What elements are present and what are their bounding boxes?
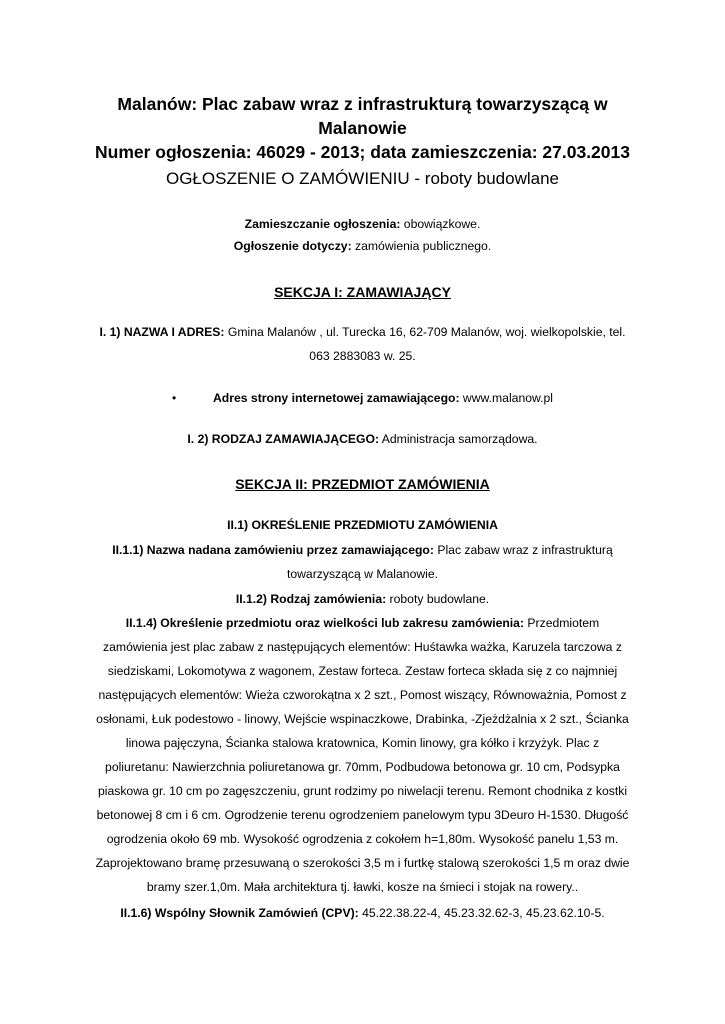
announcement-title — [95, 92, 630, 164]
concerns-value: zamówienia publicznego. — [351, 239, 492, 253]
scope-first-line — [85, 611, 640, 635]
scope-line: piaskowa gr. 10 cm po zagęszczeniu, grunt rodzimy po niwelacji terenu. Remont chodnika z kostki — [97, 784, 628, 798]
obligation-line — [95, 212, 630, 236]
order-name-value-line-2: towarzyszącą w Malanowie. — [286, 567, 439, 581]
order-kind-line — [95, 587, 630, 611]
website-line — [213, 389, 553, 407]
scope-line: betonowej 8 cm i 6 cm. Ogrodzenie terenu ogrodzeniem panelowym typu 3Deuro H-1530. Długość — [96, 808, 629, 822]
order-kind-value: roboty budowlane. — [386, 592, 490, 606]
concerns-label: Ogłoszenie dotyczy: — [233, 239, 352, 253]
name-value-line-1: Gmina Malanów , ul. Turecka 16, 62-709 Malanów, woj. wielkopolskie, tel. — [224, 325, 626, 339]
scope-line: zamówienia jest plac zabaw z następujących elementów: Huśtawka ważka, Karuzela tarczowa z — [103, 640, 622, 654]
website-value[interactable]: www.malanow.pl — [459, 391, 554, 405]
order-kind-label: II.1.2) Rodzaj zamówienia: — [235, 592, 387, 606]
contracting-authority-name — [85, 320, 640, 368]
scope-line: Zaprojektowano bramę przesuwaną o szerokości 3,5 m i furtkę stalową szerokości 1,5 m oraz dwie — [95, 856, 630, 870]
scope-line: linowa pajęczyna, Ścianka stalowa kratownica, Komin linowy, gra kółko i krzyżyk. Plac z — [125, 736, 600, 750]
website-label: Adres strony internetowej zamawiającego: — [213, 391, 460, 405]
concerns-line — [95, 234, 630, 258]
scope-block — [85, 611, 640, 899]
scope-line: następujących elementów: Wieża czworokątna x 2 szt., Pomost wiszący, Równoważnia, Pomost z — [98, 688, 627, 702]
obligation-label: Zamieszczanie ogłoszenia: — [244, 217, 401, 231]
subject-subheading: II.1) OKREŚLENIE PRZEDMIOTU ZAMÓWIENIA — [227, 518, 498, 532]
cpv-label: II.1.6) Wspólny Słownik Zamówień (CPV): — [120, 906, 359, 920]
section-2-heading: SEKCJA II: PRZEDMIOT ZAMÓWIENIA — [235, 476, 490, 492]
announcement-number: Numer ogłoszenia: 46029 - 2013; data zamieszczenia: 27.03.2013 — [95, 142, 630, 162]
scope-line: siedziskami, Lokomotywa z wagonem, Zestaw forteca. Zestaw forteca składa się z co najmniej — [107, 664, 618, 678]
authority-kind-label: I. 2) RODZAJ ZAMAWIAJĄCEGO: — [187, 432, 380, 446]
announcement-type: OGŁOSZENIE O ZAMÓWIENIU - roboty budowlane — [165, 169, 559, 188]
section-1-heading: SEKCJA I: ZAMAWIAJĄCY — [274, 284, 451, 300]
scope-first-value: Przedmiotem — [524, 616, 600, 630]
authority-kind-line — [95, 427, 630, 451]
cpv-value: 45.22.38.22-4, 45.23.32.62-3, 45.23.62.10-5. — [358, 906, 605, 920]
scope-line: ogrodzenia około 69 mb. Wysokość ogrodzenia z cokołem h=1,80m. Wysokość panelu 1,53 m. — [106, 832, 619, 846]
order-name-block — [95, 538, 630, 586]
authority-kind-value: Administracja samorządowa. — [379, 432, 538, 446]
name-label: I. 1) NAZWA I ADRES: — [99, 325, 225, 339]
order-name-label: II.1.1) Nazwa nadana zamówieniu przez zamawiającego: — [112, 543, 434, 557]
title-line-1: Malanów: Plac zabaw wraz z infrastrukturą towarzyszącą w — [117, 94, 608, 114]
scope-line: bramy szer.1,0m. Mała architektura tj. ławki, kosze na śmieci i stojak na rowery.. — [146, 880, 579, 894]
name-value-line-2: 063 2883083 w. 25. — [309, 349, 416, 363]
cpv-line — [95, 901, 630, 925]
scope-label: II.1.4) Określenie przedmiotu oraz wielkości lub zakresu zamówienia: — [125, 616, 525, 630]
order-name-value-line-1: Plac zabaw wraz z infrastrukturą — [433, 543, 613, 557]
scope-line: osłonami, Łuk podestowo - linowy, Wejście wspinaczkowe, Drabinka, -Zjeżdżalnia x 2 szt., Ścianka — [96, 712, 629, 726]
scope-line: poliuretanu: Nawierzchnia poliuretanowa gr. 70mm, Podbudowa betonowa gr. 10 cm, Podsypka — [105, 760, 620, 774]
title-line-2: Malanowie — [318, 118, 407, 138]
obligation-value: obowiązkowe. — [400, 217, 481, 231]
bullet-icon: • — [172, 391, 177, 405]
